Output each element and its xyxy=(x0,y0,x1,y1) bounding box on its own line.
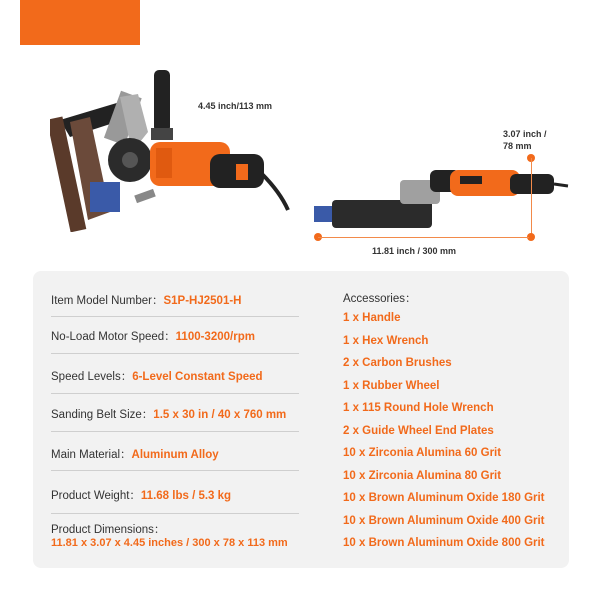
spec-label: Product Dimensions： xyxy=(51,524,166,536)
accessory-item: 1 x Handle xyxy=(343,312,401,324)
accessory-item: 2 x Guide Wheel End Plates xyxy=(343,425,494,437)
divider xyxy=(51,316,299,317)
length-dimension-label: 11.81 inch / 300 mm xyxy=(372,246,457,256)
spec-label: Speed Levels： xyxy=(51,371,133,383)
spec-speed-levels xyxy=(51,368,297,384)
width-label-line1: 3.07 inch / xyxy=(503,129,547,139)
divider xyxy=(51,470,299,471)
accessory-item: 10 x Brown Aluminum Oxide 800 Grit xyxy=(343,537,545,549)
spec-value: Aluminum Alloy xyxy=(131,449,219,461)
divider xyxy=(51,353,299,354)
accessory-item: 10 x Brown Aluminum Oxide 180 Grit xyxy=(343,492,545,504)
length-dim-line xyxy=(318,237,529,238)
spec-weight xyxy=(51,487,297,503)
width-label-line2: 78 mm xyxy=(503,141,532,151)
accessory-item: 1 x Rubber Wheel xyxy=(343,380,440,392)
brand-color-block xyxy=(20,0,140,45)
accessory-item: 10 x Zirconia Alumina 80 Grit xyxy=(343,470,502,482)
spec-motor-speed xyxy=(51,328,297,344)
width-dimension-label xyxy=(503,128,547,152)
accessory-item: 1 x 115 Round Hole Wrench xyxy=(343,402,494,414)
spec-value: 6-Level Constant Speed xyxy=(132,371,263,383)
height-dimension-label: 4.45 inch/113 mm xyxy=(198,101,273,111)
accessory-item: 1 x Hex Wrench xyxy=(343,335,429,347)
spec-value: S1P-HJ2501-H xyxy=(163,295,242,307)
spec-material xyxy=(51,446,297,462)
accessory-item: 10 x Brown Aluminum Oxide 400 Grit xyxy=(343,515,545,527)
divider xyxy=(51,513,299,514)
spec-model-number xyxy=(51,292,297,308)
spec-panel xyxy=(33,271,569,568)
divider xyxy=(51,431,299,432)
accessory-item: 2 x Carbon Brushes xyxy=(343,357,452,369)
spec-value: 1.5 x 30 in / 40 x 760 mm xyxy=(153,409,287,421)
spec-value: 11.81 x 3.07 x 4.45 inches / 300 x 78 x 113 mm xyxy=(51,537,288,549)
accessory-item: 10 x Zirconia Alumina 60 Grit xyxy=(343,447,502,459)
width-dim-line xyxy=(531,158,532,237)
spec-value: 11.68 lbs / 5.3 kg xyxy=(140,490,232,502)
sander-front-image xyxy=(50,62,290,232)
divider xyxy=(51,393,299,394)
accessories-title: Accessories： xyxy=(343,293,417,305)
spec-label: Item Model Number： xyxy=(51,295,164,307)
spec-label: Product Weight： xyxy=(51,490,141,502)
spec-label: Sanding Belt Size： xyxy=(51,409,154,421)
spec-belt-size xyxy=(51,406,297,422)
spec-value: 1100-3200/rpm xyxy=(175,331,255,343)
spec-label: No-Load Motor Speed： xyxy=(51,331,176,343)
spec-dimensions xyxy=(51,521,331,549)
spec-label: Main Material： xyxy=(51,449,132,461)
